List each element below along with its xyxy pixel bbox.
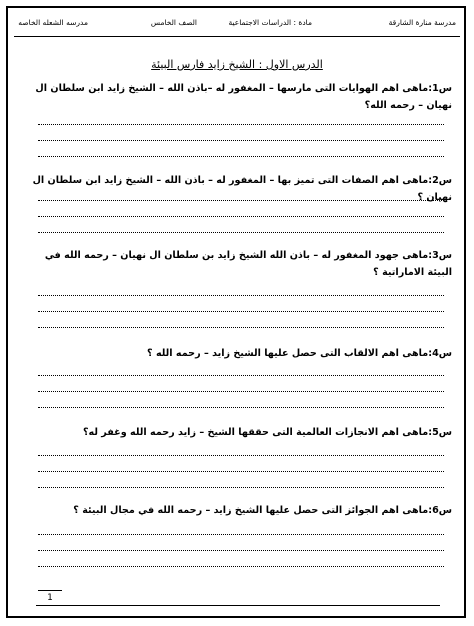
- question-text: ماهى اهم الجوائز التى حصل عليها الشيخ زايد – رحمه الله في مجال البيئة ؟: [73, 505, 429, 516]
- answer-lines-6: [38, 534, 444, 582]
- page-header: [14, 14, 460, 32]
- answer-line[interactable]: [38, 455, 444, 456]
- answer-line[interactable]: [38, 550, 444, 551]
- header-divider: [14, 36, 460, 37]
- answer-line[interactable]: [38, 534, 444, 535]
- question-6: [22, 502, 452, 519]
- answer-line[interactable]: [38, 216, 444, 217]
- answer-line[interactable]: [38, 124, 444, 125]
- footer-divider: [36, 605, 440, 606]
- school-name: مدرسة منارة الشارقة: [388, 18, 456, 27]
- question-number: س3:: [428, 250, 452, 261]
- answer-lines-5: [38, 455, 444, 503]
- answer-line[interactable]: [38, 391, 444, 392]
- answer-line[interactable]: [38, 156, 444, 157]
- answer-lines-2: [38, 200, 444, 248]
- answer-line[interactable]: [38, 407, 444, 408]
- answer-lines-3: [38, 295, 444, 343]
- answer-line[interactable]: [38, 487, 444, 488]
- answer-line[interactable]: [38, 471, 444, 472]
- question-text: ماهى اهم الصفات التى تميز بها – المغفور له – باذن الله – الشيخ زايد ابن سلطان ال نهيان ؟: [32, 175, 452, 203]
- question-number: س4:: [428, 348, 452, 359]
- question-text: ماهى اهم الانجازات العالمية التى حققها الشيخ – زايد رحمه الله وغفر له؟: [82, 427, 429, 438]
- answer-line[interactable]: [38, 232, 444, 233]
- question-number: س6:: [428, 505, 452, 516]
- question-number: س5:: [428, 427, 452, 438]
- private-school-name: مدرسه الشعله الخاصه: [18, 18, 88, 27]
- question-number: س2:: [428, 175, 452, 186]
- answer-line[interactable]: [38, 327, 444, 328]
- question-text: ماهى اهم الهوايات التى مارسها – المغفور له –باذن الله – الشيخ زايد ابن سلطان ال نهيان – رحمه الله؟: [35, 83, 452, 111]
- question-text: ماهى جهود المغفور له – باذن الله الشيخ زايد بن سلطان ال نهيان – رحمه الله في البيئة الاماراتية ؟: [44, 250, 452, 278]
- answer-lines-1: [38, 124, 444, 172]
- answer-line[interactable]: [38, 311, 444, 312]
- page-number-rule: [38, 590, 62, 591]
- question-3: [22, 247, 452, 281]
- question-1: [22, 80, 452, 114]
- question-5: [22, 424, 452, 441]
- grade-label: الصف الخامس: [150, 18, 197, 27]
- answer-line[interactable]: [38, 200, 444, 201]
- lesson-title-text: الدرس الاول : الشيخ زايد فارس البيئة: [151, 58, 323, 71]
- answer-lines-4: [38, 375, 444, 423]
- lesson-title: [0, 58, 474, 71]
- subject-label: مادة : الدراسات الاجتماعية: [228, 18, 312, 27]
- answer-line[interactable]: [38, 295, 444, 296]
- question-4: [22, 345, 452, 362]
- question-text: ماهى اهم الالقاب التى حصل عليها الشيخ زايد – رحمه الله ؟: [147, 348, 429, 359]
- answer-line[interactable]: [38, 375, 444, 376]
- answer-line[interactable]: [38, 566, 444, 567]
- question-number: س1:: [428, 83, 452, 94]
- answer-line[interactable]: [38, 140, 444, 141]
- page-number: 1: [47, 593, 53, 603]
